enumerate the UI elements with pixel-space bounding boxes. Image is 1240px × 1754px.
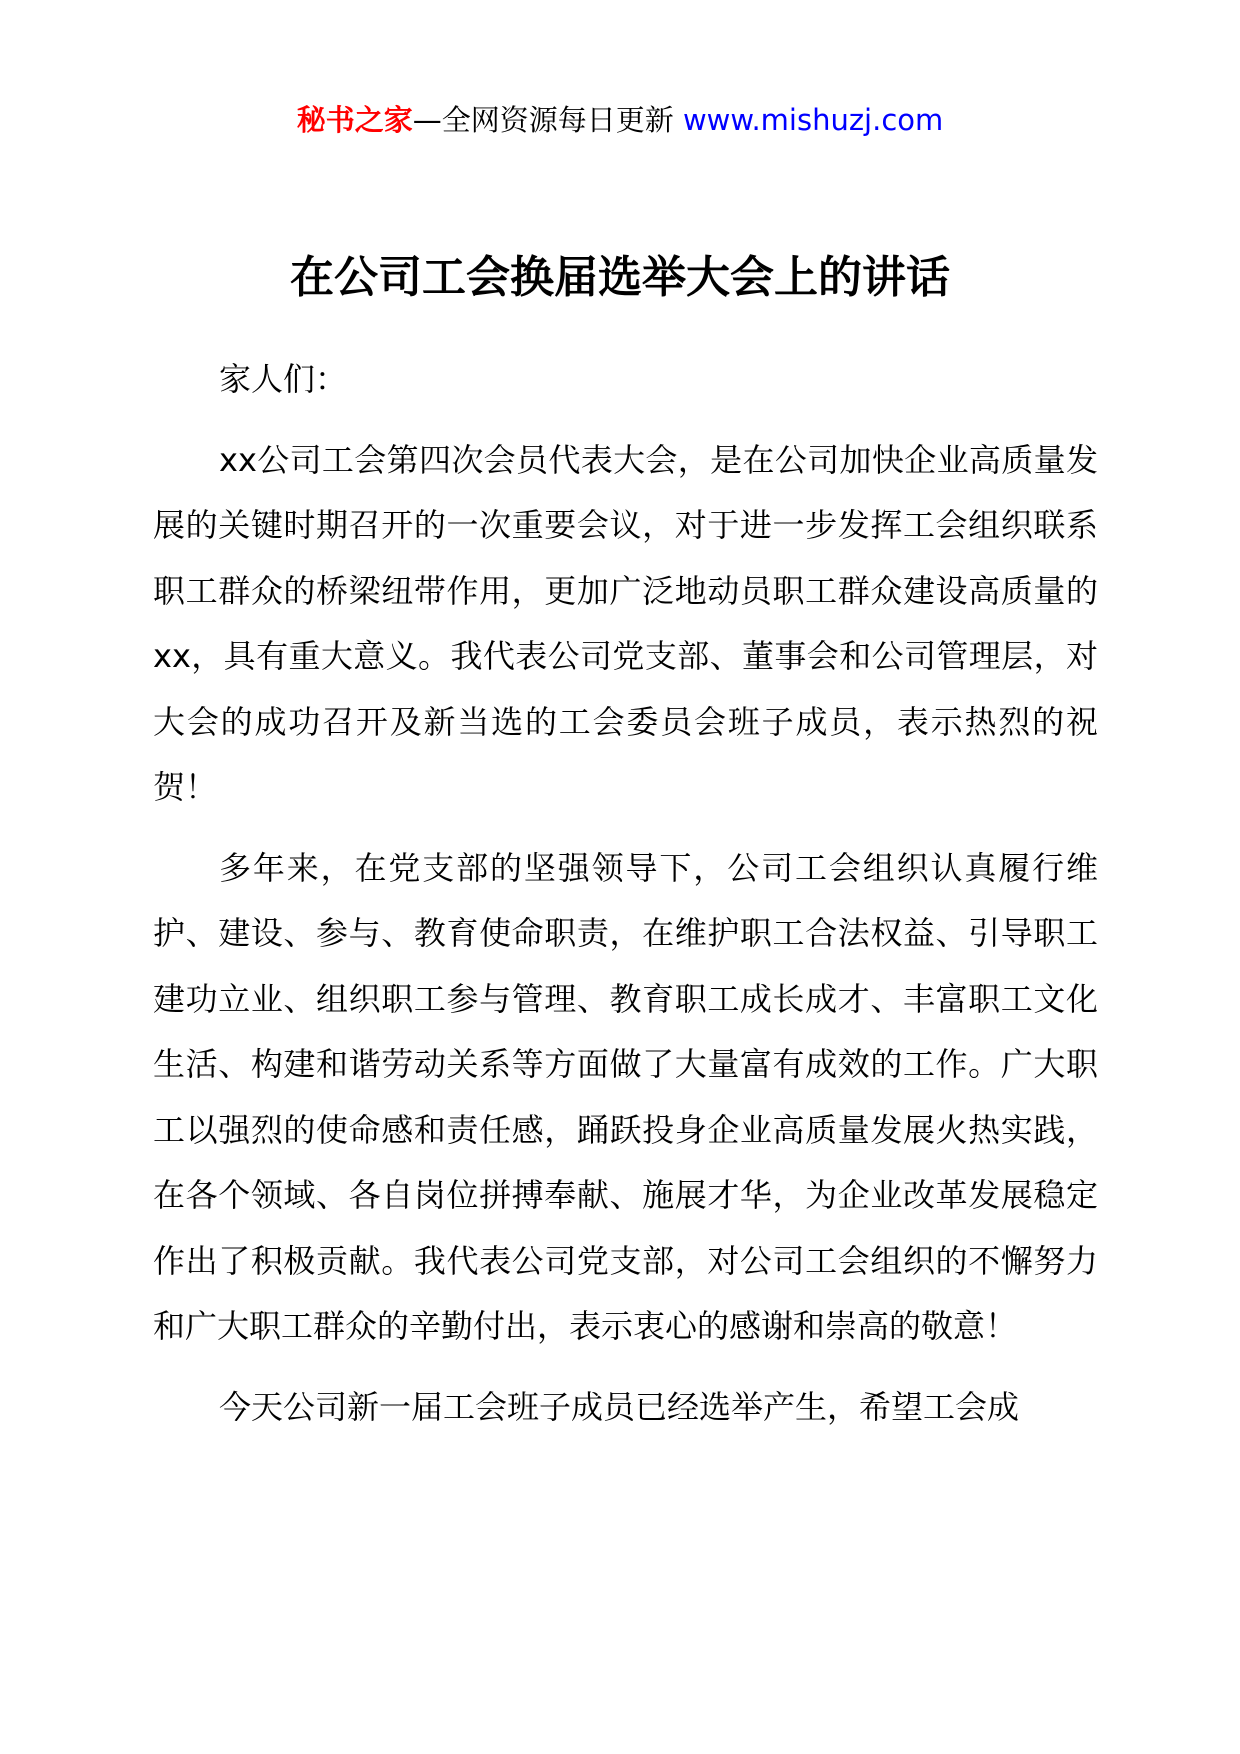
document-title: 在公司工会换届选举大会上的讲话	[290, 252, 950, 303]
salutation: 家人们：	[219, 360, 348, 398]
site-url[interactable]: www.mishuzj.com	[682, 103, 944, 137]
brand-name: 秘书之家	[296, 103, 413, 137]
paragraph-3: 今天公司新一届工会班子成员已经选举产生，希望工会成	[219, 1387, 1020, 1426]
site-header	[0, 100, 1240, 140]
paragraph-1: xx公司工会第四次会员代表大会，是在公司加快企业高质量发展的关键时期召开的一次重要会议，对于进一步发挥工会组织联系职工群众的桥梁纽带作用，更加广泛地动员职工群众建设高质量的xx，具有重大意义。我代表公司党支部、董事会和公司管理层，对大会的成功召开及新当选的工会委员会班子成员，表示热烈的祝贺！	[153, 440, 1098, 806]
document-body	[153, 347, 1098, 1455]
header-tagline: —全网资源每日更新	[412, 103, 683, 137]
paragraph-2: 多年来，在党支部的坚强领导下，公司工会组织认真履行维护、建设、参与、教育使命职责，在维护职工合法权益、引导职工建功立业、组织职工参与管理、教育职工成长成才、丰富职工文化生活、构建和谐劳动关系等方面做了大量富有成效的工作。广大职工以强烈的使命感和责任感，踊跃投身企业高质量发展火热实践，在各个领域、各自岗位拼搏奉献、施展才华，为企业改革发展稳定作出了积极贡献。我代表公司党支部，对公司工会组织的不懈努力和广大职工群众的辛勤付出，表示衷心的感谢和崇高的敬意！	[153, 848, 1098, 1345]
